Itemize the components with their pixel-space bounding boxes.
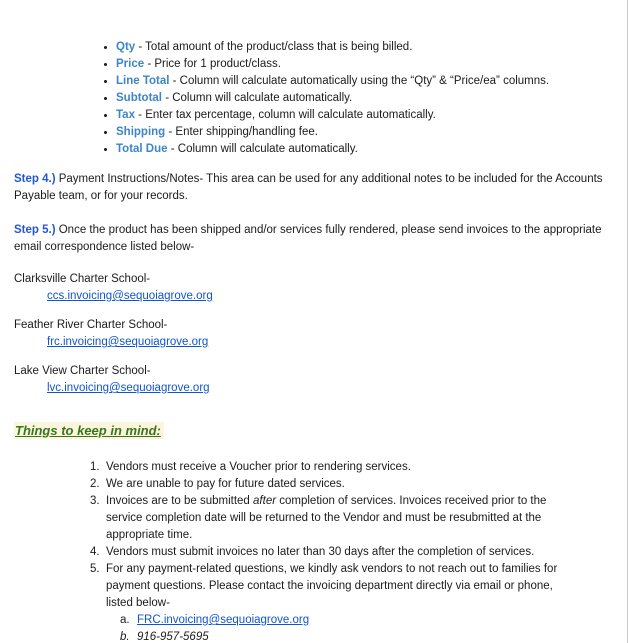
list-item: [116, 90, 617, 107]
school-email-link[interactable]: ccs.invoicing@sequoiagrove.org: [47, 290, 213, 302]
list-item: [116, 107, 617, 124]
bullet-description: - Price for 1 product/class.: [144, 58, 281, 70]
step-5-paragraph: [14, 222, 606, 256]
list-marker: b.: [120, 631, 130, 643]
list-item-text: For any payment-related questions, we kindly ask vendors to not reach out to families for payment questions. Please contact the invoicing department directly via email or phone, listed below-: [106, 563, 558, 609]
bullet-description: - Column will calculate automatically.: [162, 92, 353, 104]
phone-number: 916-957-5695: [137, 631, 209, 643]
contact-sub-list: [120, 612, 568, 643]
list-item: [116, 124, 617, 141]
school-name: Clarksville Charter School-: [14, 273, 151, 285]
step-text: Once the product has been shipped and/or services fully rendered, please send invoices to the appropriate email correspondence listed below-: [14, 224, 602, 253]
bullet-description: - Enter tax percentage, column will calculate automatically.: [134, 109, 436, 121]
list-item-emphasis: after: [253, 495, 277, 507]
list-item: [116, 141, 617, 158]
list-item: [90, 561, 568, 643]
bullet-description: - Column will calculate automatically using the “Qty” & “Price/ea” columns.: [169, 75, 550, 87]
step-label: Step 5.): [14, 224, 56, 236]
school-block-clarksville: [14, 271, 617, 305]
school-email-link[interactable]: frc.invoicing@sequoiagrove.org: [47, 336, 209, 348]
bullet-description: - Total amount of the product/class that is being billed.: [135, 41, 413, 53]
list-marker: 1.: [90, 461, 100, 473]
list-marker: 2.: [90, 478, 100, 490]
email-link[interactable]: FRC.invoicing@sequoiagrove.org: [137, 614, 310, 626]
school-email-link[interactable]: lvc.invoicing@sequoiagrove.org: [47, 382, 210, 394]
school-block-feather-river: [14, 317, 617, 351]
list-item: [120, 629, 568, 643]
list-marker: a.: [120, 614, 130, 626]
list-item: [120, 612, 568, 629]
list-item-text: Vendors must receive a Voucher prior to rendering services.: [106, 461, 411, 473]
list-item-text: Invoices are to be submitted: [106, 495, 254, 507]
school-block-lake-view: [14, 363, 617, 397]
list-marker: 3.: [90, 495, 100, 507]
bullet-term: Total Due: [116, 143, 168, 155]
list-marker: 4.: [90, 546, 100, 558]
reminders-heading: Things to keep in mind:: [14, 422, 164, 439]
list-marker: 5.: [90, 563, 100, 575]
bullet-description: - Column will calculate automatically.: [167, 143, 358, 155]
list-item: [90, 459, 568, 476]
reminders-numbered-list: [90, 459, 568, 643]
school-email-section: [14, 271, 617, 397]
list-item: [116, 56, 617, 73]
reminders-heading-wrap: [14, 422, 617, 441]
bullet-description: - Enter shipping/handling fee.: [165, 126, 318, 138]
step-4-paragraph: [14, 171, 606, 205]
bullet-term: Qty: [116, 41, 136, 53]
list-item: [116, 39, 617, 56]
bullet-term: Price: [116, 58, 145, 70]
list-item-text: completion of services. Invoices received prior to the service completion date will be returned to the Vendor and must be resubmitted at the appropriate time.: [106, 495, 547, 541]
bullet-term: Subtotal: [116, 92, 162, 104]
bullet-term: Shipping: [116, 126, 166, 138]
list-item: [90, 544, 568, 561]
bullet-term: Tax: [116, 109, 135, 121]
list-item: [116, 73, 617, 90]
step-label: Step 4.): [14, 173, 56, 185]
list-item: [90, 476, 568, 493]
list-item-text: Vendors must submit invoices no later than 30 days after the completion of services.: [106, 546, 535, 558]
glossary-bullet-list: [14, 39, 617, 158]
step-text: Payment Instructions/Notes- This area can be used for any additional notes to be included for the Accounts Payable team, or for your records.: [14, 173, 603, 202]
school-name: Feather River Charter School-: [14, 319, 168, 331]
list-item: [90, 493, 568, 544]
bullet-term: Line Total: [116, 75, 170, 87]
list-item-text: We are unable to pay for future dated services.: [106, 478, 345, 490]
school-name: Lake View Charter School-: [14, 365, 151, 377]
